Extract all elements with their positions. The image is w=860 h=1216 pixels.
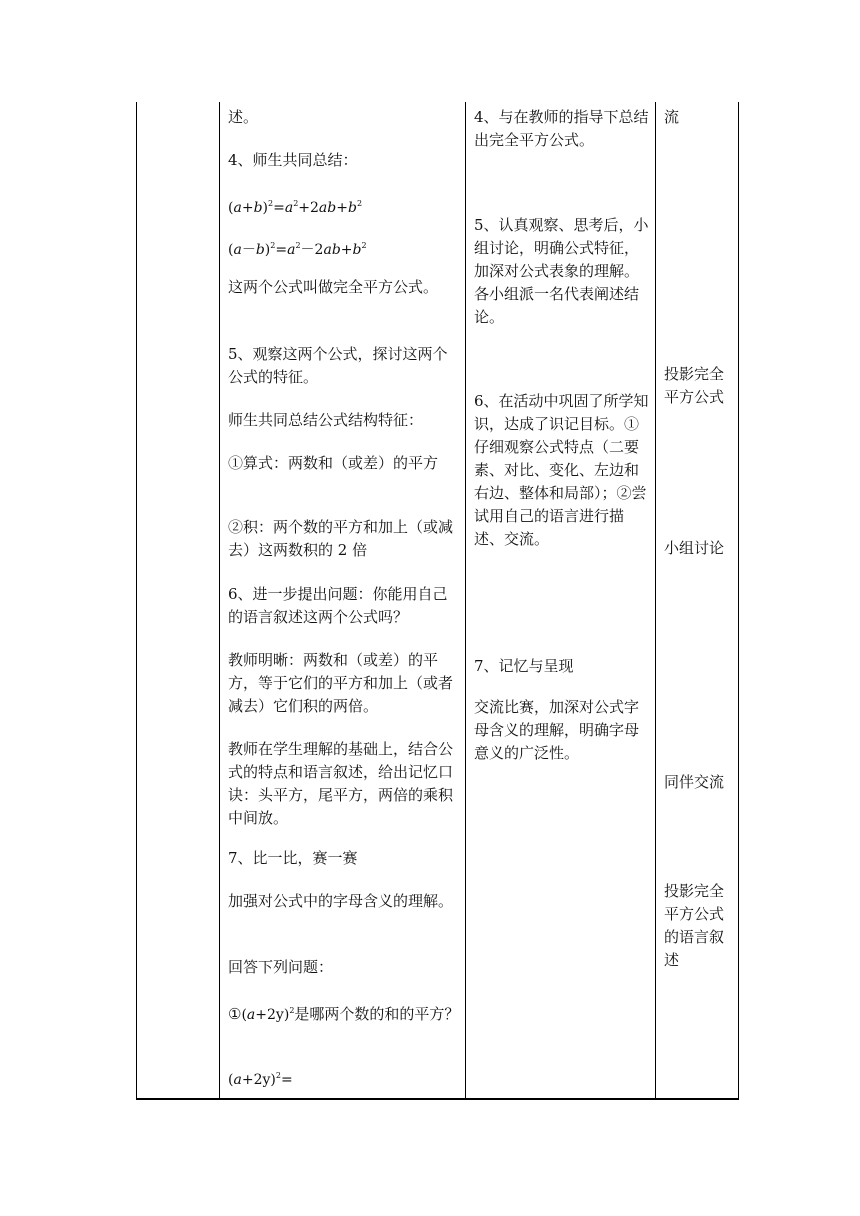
- student-text-1: 4、与在教师的指导下总结出完全平方公式。: [474, 108, 649, 149]
- formula-difference-square: $(a-b)^2=a^2-2ab+b^2$: [228, 241, 367, 258]
- method-text-3: 小组讨论: [664, 539, 725, 557]
- teacher-text-10: 教师在学生理解的基础上，结合公式的特点和语言叙述，给出记忆口诀：头平方，尾平方，两倍的乘积中间放。: [228, 740, 454, 827]
- teacher-text-13: 回答下列问题：: [228, 958, 334, 976]
- teacher-text-2: 4、师生共同总结：: [228, 151, 358, 169]
- teacher-text-1: 述。: [228, 108, 259, 126]
- method-text-1: 流: [664, 108, 680, 126]
- table-border-left: [136, 102, 137, 1100]
- teacher-text-9: 教师明晰：两数和（或差）的平方，等于它们的平方和加上（或者减去）它们积的两倍。: [228, 651, 454, 715]
- student-text-3: 6、在活动中巩固了所学知识，达成了识记目标。①仔细观察公式特点（二要素、对比、变化、左边和右边、整体和局部）；②尝试用自己的语言进行描述、交流。: [474, 392, 649, 548]
- column-divider-1: [219, 102, 220, 1100]
- method-text-5: 投影完全平方公式的语言叙述: [664, 882, 725, 969]
- teacher-text-12: 加强对公式中的字母含义的理解。: [228, 892, 454, 910]
- teacher-text-7: ②积：两个数的平方和加上（或减去）这两数积的 2 倍: [228, 518, 454, 559]
- formula-sum-square: $(a+b)^2=a^2+2ab+b^2$: [228, 199, 363, 216]
- student-text-2: 5、认真观察、思考后，小组讨论，明确公式特征，加深对公式表象的理解。各小组派一名代表阐述结论。: [474, 216, 649, 326]
- student-text-5: 交流比赛，加深对公式字母含义的理解，明确字母意义的广泛性。: [474, 698, 640, 762]
- teacher-text-3: 这两个公式叫做完全平方公式。: [228, 278, 439, 296]
- method-text-4: 同伴交流: [664, 773, 725, 791]
- teacher-text-6: ①算式：两数和（或差）的平方: [228, 454, 439, 472]
- teacher-text-11: 7、比一比，赛一赛: [228, 849, 358, 867]
- method-text-2: 投影完全平方公式: [664, 365, 725, 406]
- teacher-text-5: 师生共同总结公式结构特征：: [228, 411, 424, 429]
- student-text-4: 7、记忆与呈现: [474, 657, 574, 675]
- column-divider-3: [655, 102, 656, 1100]
- column-divider-2: [465, 102, 466, 1100]
- question-1: $①(a+2y)^2$是哪两个数的和的平方？: [228, 1005, 460, 1023]
- table-bottom-border: [136, 1098, 739, 1100]
- teacher-text-4: 5、观察这两个公式，探讨这两个公式的特征。: [228, 345, 448, 386]
- question-2-formula: $(a+2y)^2=$: [228, 1071, 293, 1088]
- teacher-text-8: 6、进一步提出问题：你能用自己的语言叙述这两个公式吗？: [228, 585, 448, 626]
- table-border-right: [738, 102, 739, 1100]
